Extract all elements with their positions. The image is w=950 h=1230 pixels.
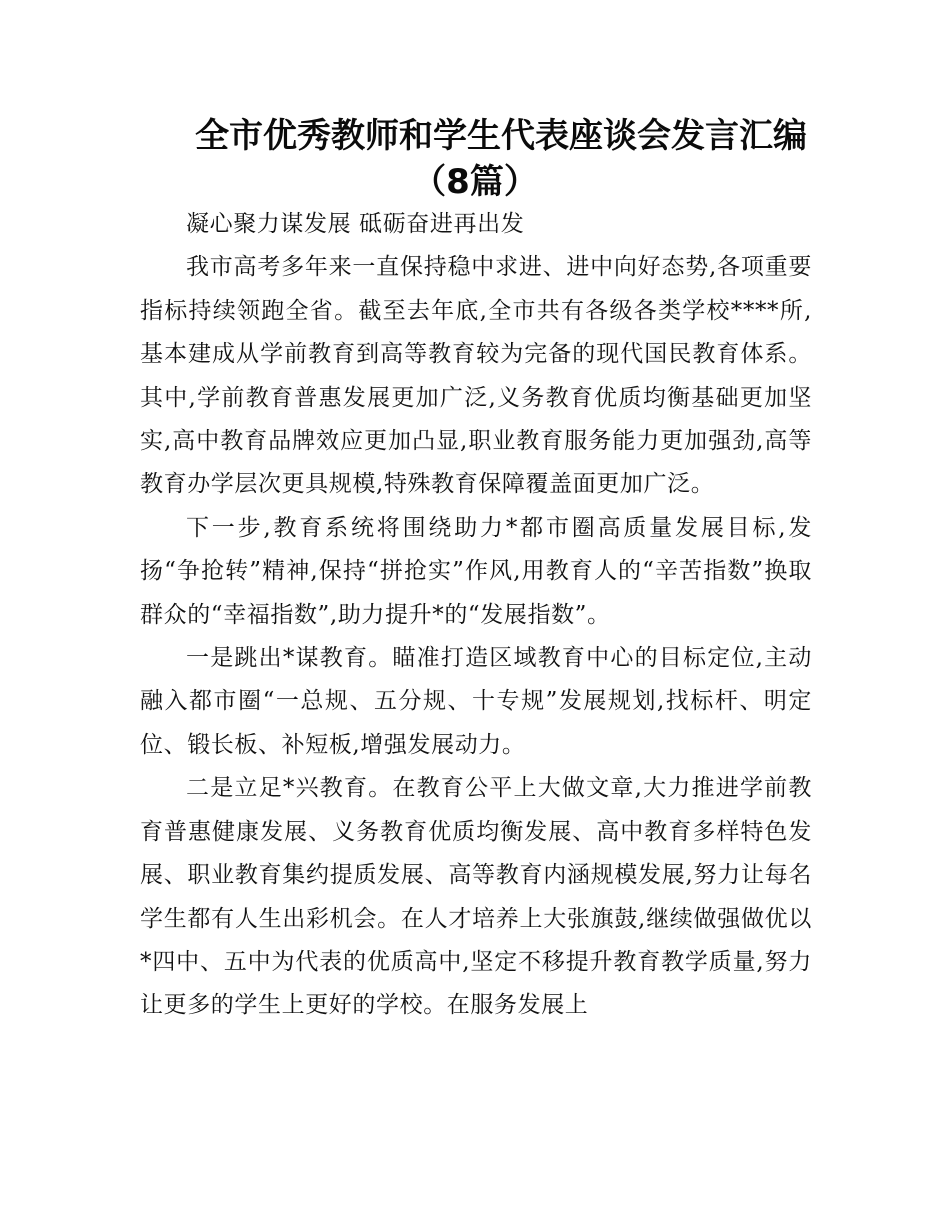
paragraph-3: 一是跳出*谋教育。瞄准打造区域教育中心的目标定位,主动融入都市圈“一总规、五分规、十专规”发展规划,找标杆、明定位、锻长板、补短板,增强发展动力。 [140,645,812,758]
paragraph-1: 我市高考多年来一直保持稳中求进、进中向好态势,各项重要指标持续领跑全省。截至去年底,全市共有各级各类学校****所,基本建成从学前教育到高等教育较为完备的现代国民教育体系。其中,学前教育普惠发展更加广泛,义务教育优质均衡基础更加坚实,高中教育品牌效应更加凸显,职业教育服务能力更加强劲,高等教育办学层次更具规模,特殊教育保障覆盖面更加广泛。 [140,254,812,498]
section-subtitle: 凝心聚力谋发展 砥砺奋进再出发 [186,211,525,237]
title-line-1: 全市优秀教师和学生代表座谈会发言汇编 [195,116,807,156]
title-line-2: （8篇） [412,162,538,202]
document-body [140,203,812,1028]
document-title [140,112,810,204]
paragraph-2: 下一步,教育系统将围绕助力*都市圈高质量发展目标,发扬“争抢转”精神,保持“拼抢实”作风,用教育人的“辛苦指数”换取群众的“幸福指数”,助力提升*的“发展指数”。 [140,514,812,628]
paragraph-4: 二是立足*兴教育。在教育公平上大做文章,大力推进学前教育普惠健康发展、义务教育优质均衡发展、高中教育多样特色发展、职业教育集约提质发展、高等教育内涵规模发展,努力让每名学生都有人生出彩机会。在人才培养上大张旗鼓,继续做强做优以*四中、五中为代表的优质高中,坚定不移提升教育教学质量,努力让更多的学生上更好的学校。在服务发展上 [140,775,812,1019]
